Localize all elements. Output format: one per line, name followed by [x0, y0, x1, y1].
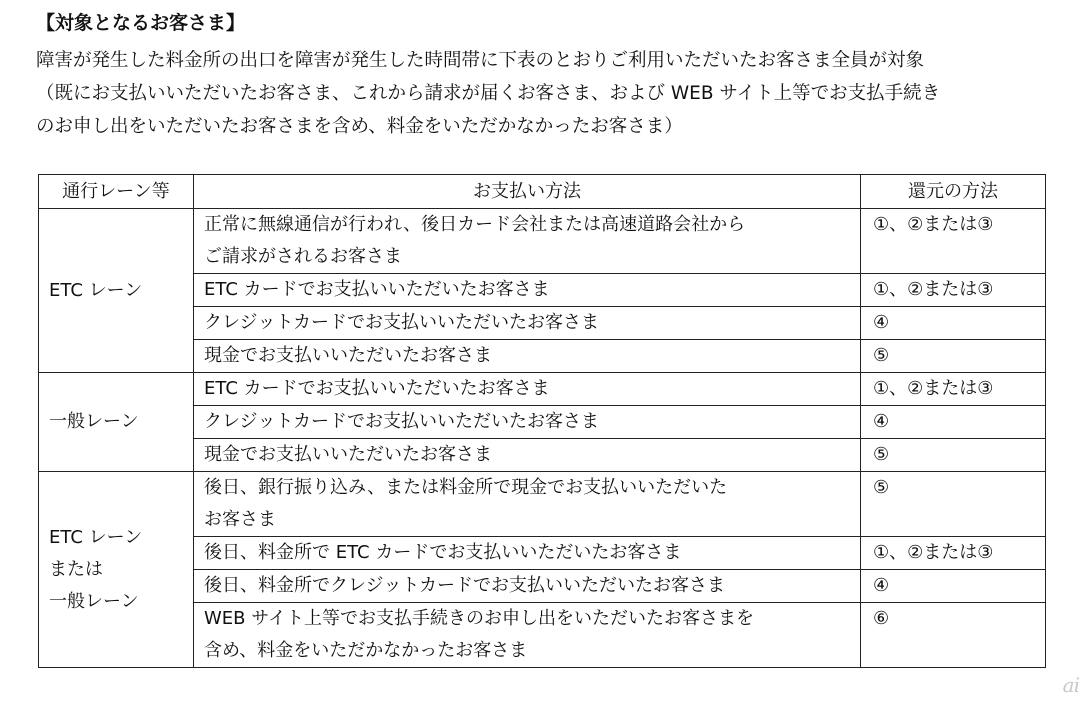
method-text: ご請求がされるお客さま [204, 246, 402, 267]
column-header-lane: 通行レーン等 [39, 175, 194, 209]
table-row [39, 472, 1046, 537]
intro-line: 障害が発生した料金所の出口を障害が発生した時間帯に下表のとおりご利用いただいたお客さま全員が対象 [36, 50, 925, 71]
payment-method-cell: クレジットカードでお支払いいただいたお客さま [194, 307, 861, 340]
intro-line: のお申し出をいただいたお客さまを含め、料金をいただかなかったお客さま） [36, 116, 683, 137]
lane-label: 一般レーン [49, 411, 139, 432]
column-header-payment-method: お支払い方法 [194, 175, 861, 209]
method-text: 後日、銀行振り込み、または料金所で現金でお支払いいただいた [204, 477, 728, 498]
payment-method-cell: 後日、料金所で ETC カードでお支払いいただいたお客さま [194, 537, 861, 570]
payment-method-cell: ETC カードでお支払いいただいたお客さま [194, 274, 861, 307]
refund-method-cell: ⑥ [861, 603, 1046, 668]
lane-label: ETC レーン [49, 526, 143, 548]
method-text: WEB サイト上等でお支払手続きのお申し出をいただいたお客さまを [204, 608, 754, 629]
payment-method-cell [194, 209, 861, 274]
method-text: 含め、料金をいただかなかったお客さま [204, 640, 528, 661]
refund-method-cell: ⑤ [861, 340, 1046, 373]
refund-method-cell: ④ [861, 570, 1046, 603]
refund-method-cell: ①、②または③ [861, 209, 1046, 274]
refund-method-table [38, 174, 1046, 668]
payment-method-cell: 現金でお支払いいただいたお客さま [194, 340, 861, 373]
refund-method-cell: ①、②または③ [861, 373, 1046, 406]
payment-method-cell [194, 472, 861, 537]
lane-label: ETC レーン [49, 279, 143, 301]
lane-cell-etc-or-general [39, 472, 194, 668]
payment-method-cell: ETC カードでお支払いいただいたお客さま [194, 373, 861, 406]
refund-method-cell: ⑤ [861, 439, 1046, 472]
intro-line: （既にお支払いいただいたお客さま、これから請求が届くお客さま、および WEB サイト上等でお支払手続き [36, 83, 941, 104]
payment-method-cell: クレジットカードでお支払いいただいたお客さま [194, 406, 861, 439]
lane-label: または [49, 558, 103, 580]
refund-method-cell: ①、②または③ [861, 274, 1046, 307]
table-header-row [39, 175, 1046, 209]
refund-method-cell: ④ [861, 406, 1046, 439]
lane-cell-general [39, 373, 194, 472]
lane-cell-etc [39, 209, 194, 373]
table-row [39, 373, 1046, 406]
method-text: お客さま [204, 509, 276, 530]
column-header-refund-method: 還元の方法 [861, 175, 1046, 209]
table-row [39, 209, 1046, 274]
lane-label: 一般レーン [49, 590, 139, 612]
payment-method-cell [194, 603, 861, 668]
refund-method-cell: ④ [861, 307, 1046, 340]
method-text: 正常に無線通信が行われ、後日カード会社または高速道路会社から [204, 214, 746, 235]
payment-method-cell: 現金でお支払いいただいたお客さま [194, 439, 861, 472]
site-logo-watermark: ai [1062, 673, 1079, 697]
table-body [39, 209, 1046, 668]
section-heading: 【対象となるお客さま】 [36, 12, 246, 34]
refund-method-cell: ①、②または③ [861, 537, 1046, 570]
payment-method-cell: 後日、料金所でクレジットカードでお支払いいただいたお客さま [194, 570, 861, 603]
refund-method-cell: ⑤ [861, 472, 1046, 537]
intro-paragraph [36, 44, 1076, 143]
